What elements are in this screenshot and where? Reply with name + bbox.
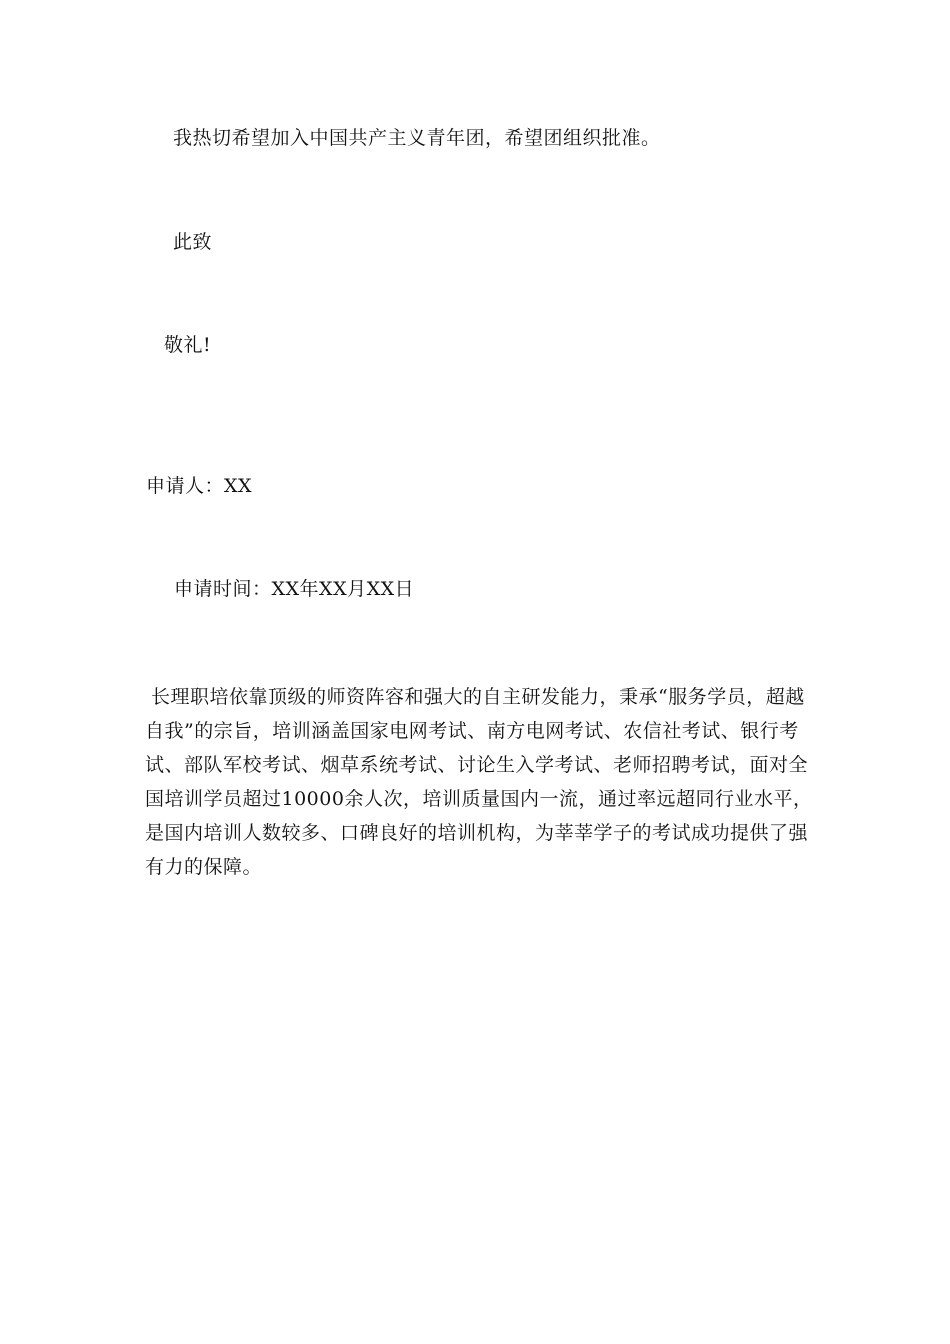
promo-line: 长理职培依靠顶级的师资阵容和强大的自主研发能力，秉承“服务学员，超越 — [151, 686, 805, 708]
promo-line: 试、部队军校考试、烟草系统考试、讨论生入学考试、老师招聘考试，面对全 — [145, 754, 809, 776]
promo-paragraph — [145, 680, 813, 884]
promo-line: 自我”的宗旨，培训涵盖国家电网考试、南方电网考试、农信社考试、银行考 — [145, 720, 799, 742]
closing-regards: 敬礼! — [164, 334, 212, 356]
closing-salutation: 此致 — [173, 231, 213, 253]
hope-statement: 我热切希望加入中国共产主义青年团，希望团组织批准。 — [173, 127, 661, 149]
promo-line: 是国内培训人数较多、口碑良好的培训机构，为莘莘学子的考试成功提供了强 — [145, 822, 809, 844]
promo-line: 有力的保障。 — [145, 856, 263, 878]
applicant-name: 申请人：XX — [146, 475, 253, 497]
application-date: 申请时间：XX年XX月XX日 — [174, 578, 415, 600]
promo-line: 国培训学员超过10000余人次，培训质量国内一流，通过率远超同行业水平， — [145, 788, 813, 810]
